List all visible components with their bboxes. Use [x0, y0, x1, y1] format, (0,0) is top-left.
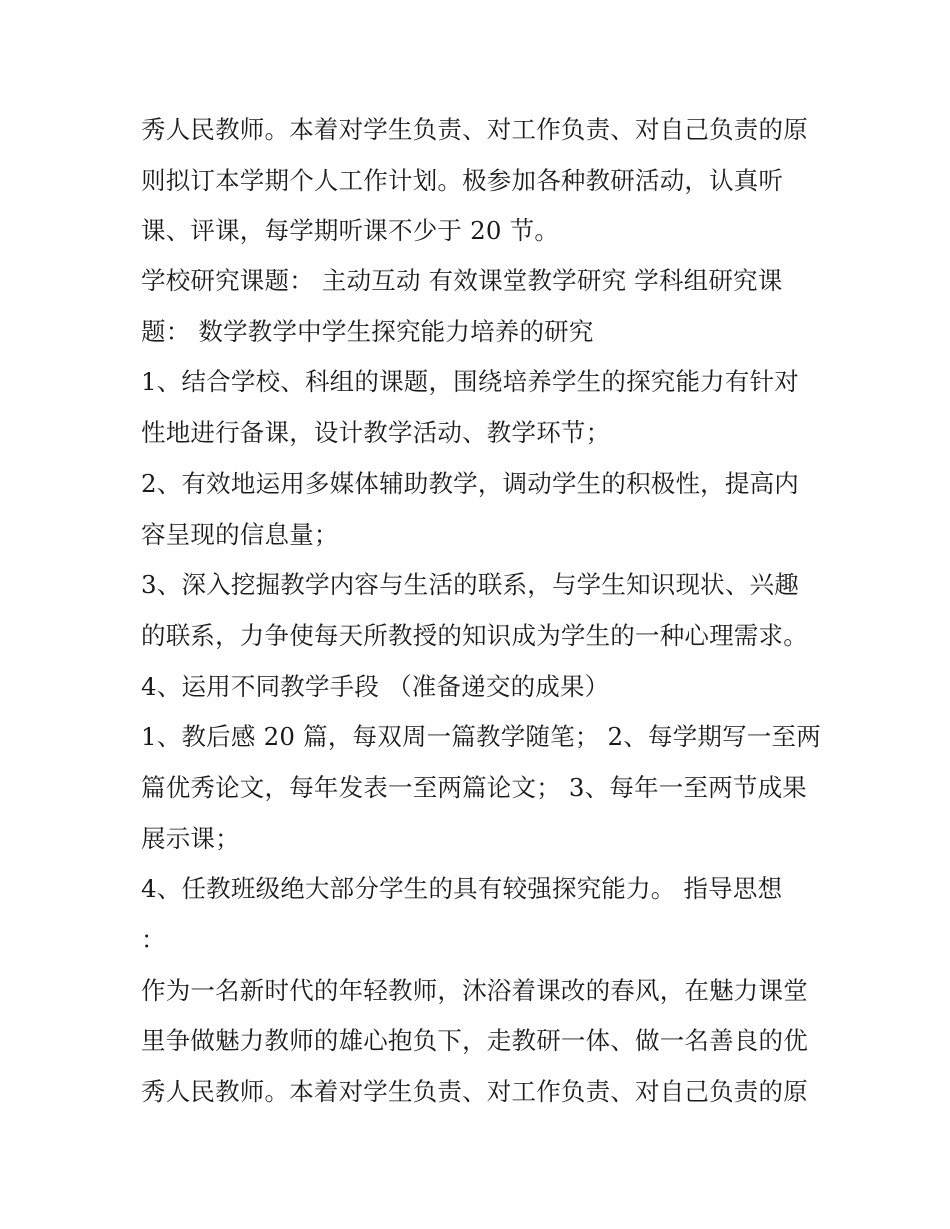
text-line: 则拟订本学期个人工作计划。极参加各种教研活动，认真听 [141, 166, 784, 195]
text-line: 1、教后感 20 篇，每双周一篇教学随笔； 2、每学期写一至两 [141, 722, 821, 751]
text-line: 秀人民教师。本着对学生负责、对工作负责、对自己负责的原 [141, 1077, 808, 1106]
text-line: 1、结合学校、科组的课题，围绕培养学生的探究能力有针对 [141, 367, 799, 396]
text-line: 的联系，力争使每天所教授的知识成为学生的一种心理需求。 [141, 621, 808, 650]
text-line: 学校研究课题： 主动互动 有效课堂教学研究 学科组研究课 [141, 266, 783, 295]
text-line: 篇优秀论文，每年发表一至两篇论文； 3、每年一至两节成果 [141, 773, 807, 802]
text-line: ： [141, 925, 166, 954]
text-line: 容呈现的信息量； [141, 520, 339, 549]
text-line: 3、深入挖掘教学内容与生活的联系，与学生知识现状、兴趣 [141, 570, 799, 599]
text-line: 作为一名新时代的年轻教师，沐浴着课改的春风，在魅力课堂 [141, 976, 808, 1005]
text-line: 2、有效地运用多媒体辅助教学，调动学生的积极性，提高内 [141, 469, 799, 498]
text-line: 性地进行备课，设计教学活动、教学环节； [141, 418, 611, 447]
text-line: 秀人民教师。本着对学生负责、对工作负责、对自己负责的原 [141, 115, 808, 144]
text-line: 课、评课，每学期听课不少于 20 节。 [141, 216, 560, 245]
text-line: 里争做魅力教师的雄心抱负下，走教研一体、做一名善良的优 [141, 1026, 808, 1055]
text-line: 4、任教班级绝大部分学生的具有较强探究能力。 指导思想 [141, 874, 783, 903]
text-line: 4、运用不同教学手段 （准备递交的成果） [141, 672, 610, 701]
text-line: 展示课； [141, 824, 240, 853]
text-line: 题： 数学教学中学生探究能力培养的研究 [141, 317, 594, 346]
